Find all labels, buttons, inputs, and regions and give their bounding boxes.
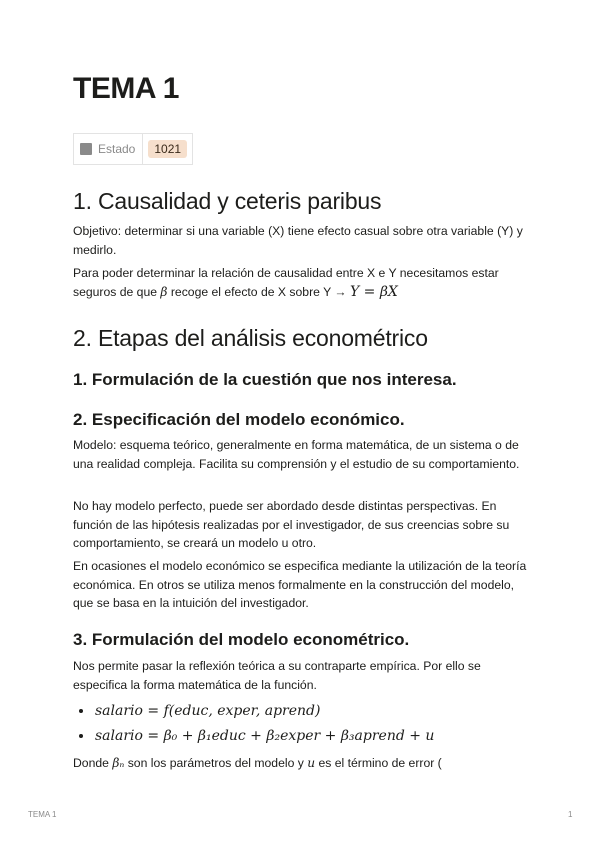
- paragraph-causalidad: Para poder determinar la relación de causalidad entre X e Y necesitamos estar seguros de que β recoge el efecto de X sobre Y → Y = βX: [73, 266, 499, 300]
- property-row: [73, 133, 193, 165]
- formula-list: [73, 698, 533, 748]
- formula-salario-funcion: salario = f(educ, exper, aprend): [95, 703, 321, 719]
- subheading-formulacion-cuestion: 1. Formulación de la cuestión que nos interesa.: [73, 370, 457, 389]
- subheading-modelo-econometrico: 3. Formulación del modelo econométrico.: [73, 630, 410, 649]
- paragraph-ocasiones: En ocasiones el modelo económico se especifica mediante la utilización de la teoría económica. En otros se utiliza menos formalmente en la construcción del modelo, que se basa en la intuición del investigador.: [73, 559, 527, 610]
- list-item: [73, 698, 533, 723]
- subheading-especificacion: 2. Especificación del modelo económico.: [73, 410, 405, 429]
- heading-causalidad: 1. Causalidad y ceteris paribus: [73, 188, 382, 214]
- property-key: [74, 134, 143, 164]
- status-badge: 1021: [148, 140, 187, 158]
- status-icon: [80, 143, 92, 155]
- beta-n-symbol: βₙ: [112, 756, 125, 770]
- u-symbol: u: [307, 756, 316, 770]
- paragraph-permite: Nos permite pasar la reflexión teórica a su contraparte empírica. Por ello se especifica la forma matemática de la función.: [73, 659, 481, 692]
- paragraph-modelo-perfecto: No hay modelo perfecto, puede ser abordado desde distintas perspectivas. En función de las hipótesis realizadas por el investigador, de sus creencias sobre su comportamiento, se creará un modelo u otro.: [73, 499, 510, 550]
- page-title: TEMA 1: [73, 72, 179, 105]
- paragraph-donde: Donde βₙ son los parámetros del modelo y u es el término de error (: [73, 756, 442, 770]
- footer-title: TEMA 1: [28, 810, 57, 819]
- paragraph-modelo: Modelo: esquema teórico, generalmente en forma matemática, de un sistema o de una realidad compleja. Facilita su comprensión y el estudio de su comportamiento.: [73, 438, 520, 471]
- page-number: 1: [568, 810, 573, 819]
- paragraph-objetivo: Objetivo: determinar si una variable (X) tiene efecto casual sobre otra variable (Y) y medirlo.: [73, 224, 523, 257]
- heading-etapas: 2. Etapas del análisis econométrico: [73, 325, 428, 351]
- formula-salario-lineal: salario = β₀ + β₁educ + β₂exper + β₃aprend + u: [95, 728, 435, 744]
- property-value[interactable]: [143, 134, 192, 164]
- formula-y-beta-x: Y = βX: [349, 283, 398, 300]
- list-item: [73, 723, 533, 748]
- beta-symbol: β: [160, 284, 168, 299]
- property-label: Estado: [98, 142, 136, 156]
